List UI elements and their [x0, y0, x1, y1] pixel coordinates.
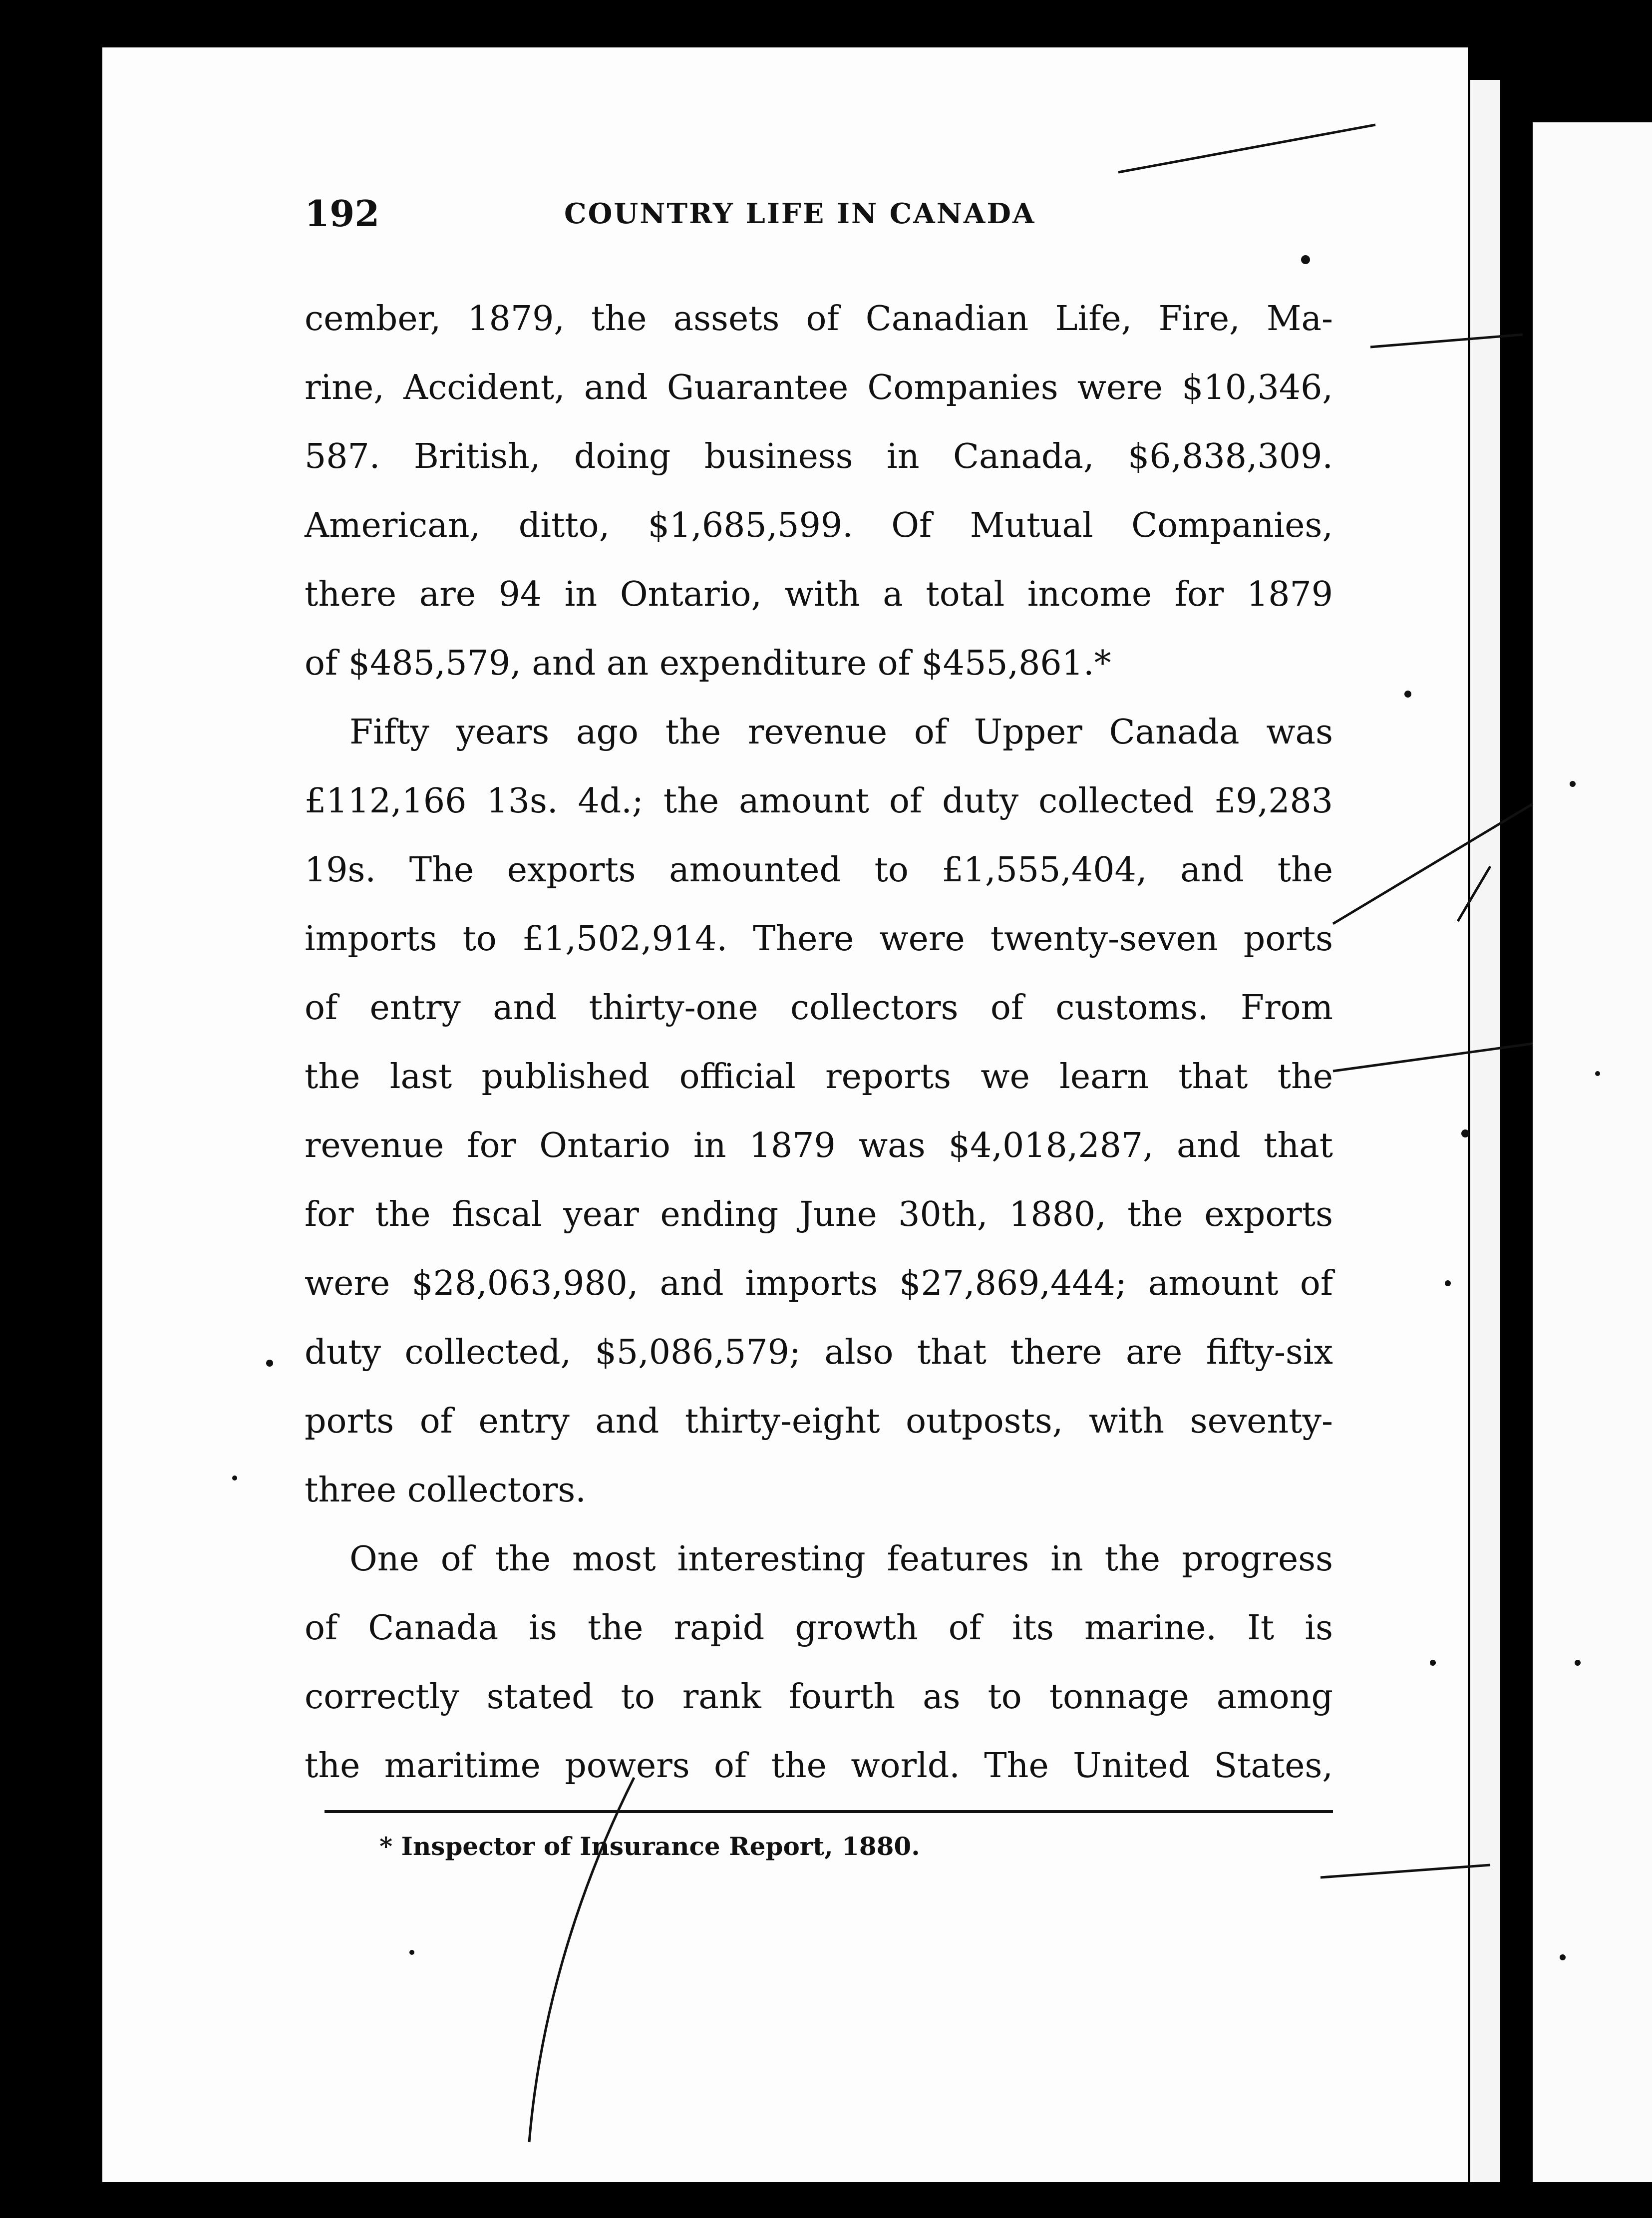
text-line: revenue for Ontario in 1879 was $4,018,287, and that: [305, 1126, 1333, 1165]
text-line: 587. British, doing business in Canada, $6,838,309.: [305, 437, 1333, 476]
text-line: cember, 1879, the assets of Canadian Life, Fire, Ma-: [305, 299, 1333, 339]
text-line: 19s. The exports amounted to £1,555,404, and the: [305, 850, 1333, 890]
stray-pen-line: [1333, 804, 1533, 924]
text-line: of Canada is the rapid growth of its marine. It is: [305, 1608, 1333, 1648]
stray-pen-line: [1321, 1865, 1490, 1877]
stray-pen-line: [1333, 1044, 1533, 1071]
text-line: One of the most interesting features in the progress: [349, 1539, 1333, 1579]
speck: [1560, 1954, 1566, 1960]
text-line: the maritime powers of the world. The United States,: [305, 1746, 1333, 1786]
speck: [1445, 1280, 1451, 1286]
text-line: American, ditto, $1,685,599. Of Mutual Companies,: [305, 506, 1333, 545]
footnote: * Inspector of Insurance Report, 1880.: [379, 1832, 920, 1861]
text-line: rine, Accident, and Guarantee Companies were $10,346,: [305, 368, 1333, 407]
text-line: three collectors.: [305, 1471, 586, 1510]
stray-pen-line: [1370, 335, 1523, 347]
speck: [266, 1360, 273, 1367]
text-line: Fifty years ago the revenue of Upper Canada was: [349, 713, 1333, 752]
speck: [1575, 1660, 1581, 1666]
text-line: £112,166 13s. 4d.; the amount of duty collected £9,283: [305, 781, 1333, 821]
speck: [409, 1950, 414, 1955]
stray-pen-line: [1118, 125, 1375, 172]
text-line: of entry and thirty-one collectors of customs. From: [305, 988, 1333, 1028]
running-title: COUNTRY LIFE IN CANADA: [564, 197, 1036, 230]
stray-pen-line: [529, 1778, 634, 2142]
speck: [1595, 1071, 1600, 1076]
speck: [1301, 255, 1310, 264]
speck: [1570, 781, 1576, 787]
speck: [1430, 1660, 1436, 1666]
text-line: there are 94 in Ontario, with a total income for 1879: [305, 575, 1333, 614]
page-number: 192: [305, 192, 380, 235]
text-line: imports to £1,502,914. There were twenty-seven ports: [305, 919, 1333, 959]
text-line: of $485,579, and an expenditure of $455,861.*: [305, 644, 1111, 683]
text-line: duty collected, $5,086,579; also that there are fifty-six: [305, 1333, 1333, 1372]
text-line: were $28,063,980, and imports $27,869,444; amount of: [305, 1264, 1333, 1303]
speck: [1461, 1129, 1469, 1137]
text-line: ports of entry and thirty-eight outposts, with seventy-: [305, 1402, 1333, 1441]
text-line: the last published official reports we learn that the: [305, 1057, 1333, 1097]
stray-pen-line: [1458, 866, 1490, 921]
speck: [1404, 691, 1411, 698]
text-line: correctly stated to rank fourth as to tonnage among: [305, 1677, 1333, 1717]
speck: [232, 1476, 237, 1480]
text-line: for the fiscal year ending June 30th, 1880, the exports: [305, 1195, 1333, 1234]
